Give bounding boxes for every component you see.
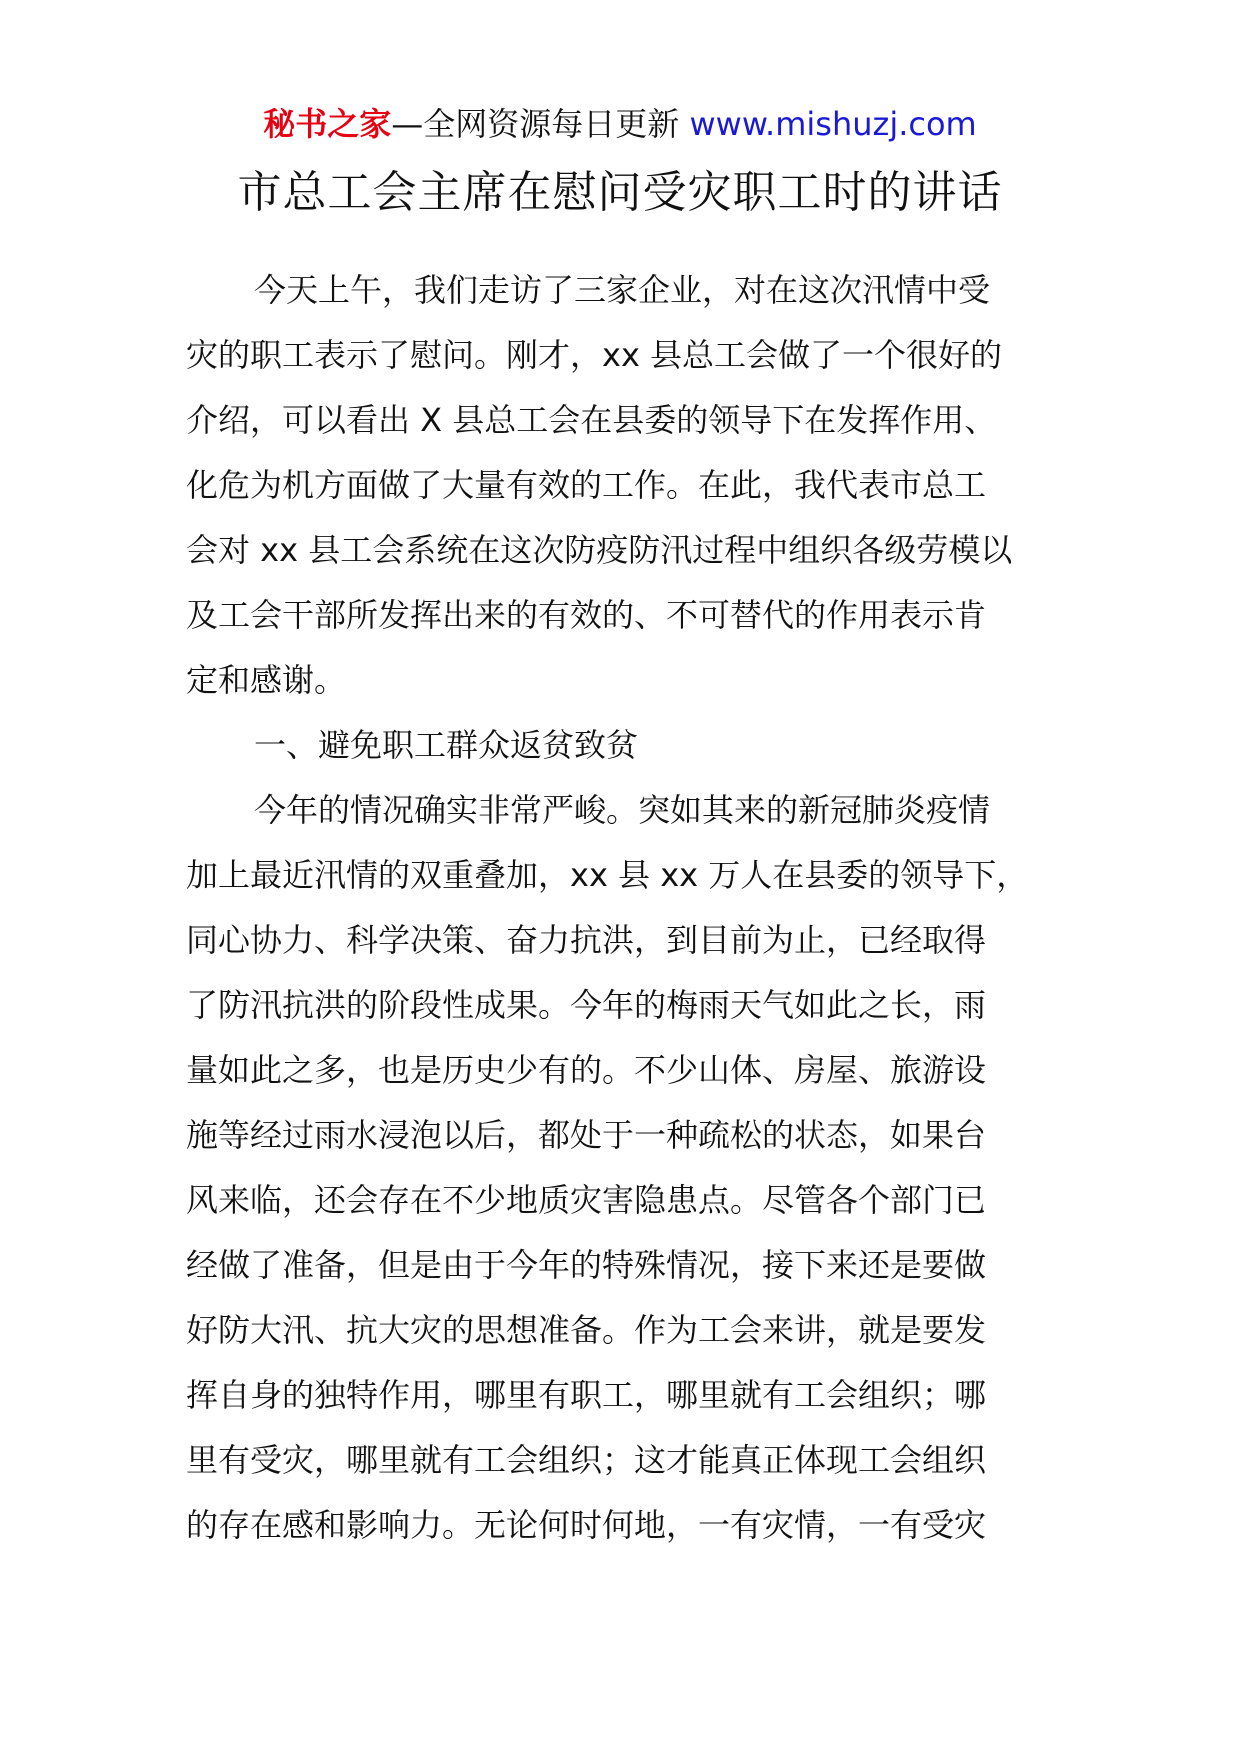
document-title: 市总工会主席在慰问受灾职工时的讲话 xyxy=(237,167,1003,218)
paragraph-line: 的存在感和影响力。无论何时何地，一有灾情，一有受灾 xyxy=(186,1506,987,1544)
header-tagline: —全网资源每日更新 xyxy=(391,105,690,143)
paragraph-line: 风来临，还会存在不少地质灾害隐患点。尽管各个部门已 xyxy=(186,1181,987,1219)
paragraph-line: 施等经过雨水浸泡以后，都处于一种疏松的状态，如果台 xyxy=(186,1116,987,1154)
paragraph-line: 里有受灾，哪里就有工会组织；这才能真正体现工会组织 xyxy=(186,1441,987,1479)
paragraph-line: 灾的职工表示了慰问。刚才，xx 县总工会做了一个很好的 xyxy=(186,336,1003,374)
paragraph-line: 经做了准备，但是由于今年的特殊情况，接下来还是要做 xyxy=(186,1246,987,1284)
paragraph-line: 好防大汛、抗大灾的思想准备。作为工会来讲，就是要发 xyxy=(186,1311,987,1349)
paragraph-line: 加上最近汛情的双重叠加，xx 县 xx 万人在县委的领导下， xyxy=(186,856,1029,894)
document-body xyxy=(186,258,1086,1558)
site-header xyxy=(0,100,1240,148)
paragraph-line: 及工会干部所发挥出来的有效的、不可替代的作用表示肯 xyxy=(186,596,987,634)
paragraph-line: 今天上午，我们走访了三家企业，对在这次汛情中受 xyxy=(254,271,991,309)
brand-name: 秘书之家 xyxy=(263,105,392,143)
section-heading: 一、避免职工群众返贫致贫 xyxy=(254,726,639,764)
paragraph-line: 定和感谢。 xyxy=(186,661,347,699)
paragraph-line: 了防汛抗洪的阶段性成果。今年的梅雨天气如此之长，雨 xyxy=(186,986,987,1024)
paragraph-line: 化危为机方面做了大量有效的工作。在此，我代表市总工 xyxy=(186,466,987,504)
paragraph-line: 量如此之多，也是历史少有的。不少山体、房屋、旅游设 xyxy=(186,1051,987,1089)
paragraph-line: 今年的情况确实非常严峻。突如其来的新冠肺炎疫情 xyxy=(254,791,991,829)
paragraph-line: 介绍，可以看出 X 县总工会在县委的领导下在发挥作用、 xyxy=(186,401,997,439)
paragraph-line: 挥自身的独特作用，哪里有职工，哪里就有工会组织；哪 xyxy=(186,1376,987,1414)
paragraph-line: 会对 xx 县工会系统在这次防疫防汛过程中组织各级劳模以 xyxy=(186,531,1013,569)
site-url-link[interactable]: www.mishuzj.com xyxy=(689,105,977,143)
paragraph-line: 同心协力、科学决策、奋力抗洪，到目前为止，已经取得 xyxy=(186,921,987,959)
